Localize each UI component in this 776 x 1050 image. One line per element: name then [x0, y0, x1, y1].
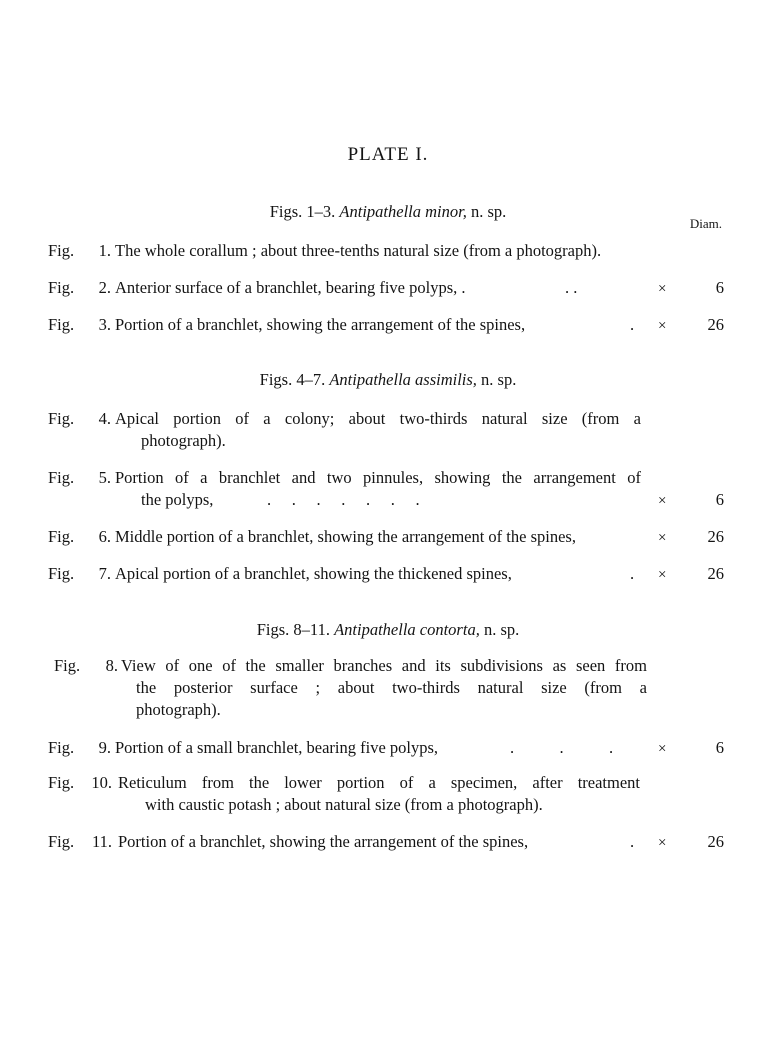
fig-caption [115, 737, 641, 759]
caption-line: photograph). [136, 700, 221, 719]
caption-text: Portion of a small branchlet, bearing five polyps, [115, 738, 439, 757]
fig-number: 7. [98, 564, 111, 583]
figs-range-label: Figs. 4–7. [259, 370, 326, 389]
group-heading-minor [0, 202, 776, 222]
magnification-value: 6 [715, 278, 724, 297]
magnification-value: 26 [707, 832, 724, 851]
fig-word: Fig. [48, 315, 75, 334]
times-sign: × [658, 530, 667, 546]
fig-caption [115, 240, 695, 262]
fig-word: Fig. [48, 564, 75, 583]
caption-text: Apical portion of a branchlet, showing the thickened spines, [115, 564, 512, 583]
fig-word: Fig. [48, 738, 75, 757]
fig-caption [115, 277, 641, 299]
caption-line [115, 277, 641, 299]
figs-range-label: Figs. 1–3. [269, 202, 336, 221]
species-name: Antipathella minor, [339, 202, 467, 221]
caption-line: View of one of the smaller branches and its subdivisions as seen from [121, 656, 647, 675]
fig-caption [115, 408, 641, 452]
fig-caption [115, 467, 641, 511]
leader-dots: . [630, 315, 635, 334]
fig-number: 8. [105, 656, 118, 675]
caption-text: Portion of a branchlet, showing the arrangement of the spines, [118, 832, 529, 851]
magnification-value: 26 [707, 564, 724, 583]
times-sign: × [658, 741, 667, 757]
caption-line: Apical portion of a colony; about two-thirds natural size (from a [115, 409, 641, 428]
fig-word: Fig. [48, 241, 75, 260]
caption-line [118, 831, 640, 853]
leader-dots: . [630, 832, 635, 851]
species-name: Antipathella contorta, [334, 620, 480, 639]
fig-number: 11. [91, 832, 112, 851]
caption-text: Portion of a branchlet, showing the arrangement of the spines, [115, 315, 526, 334]
caption-line [115, 563, 641, 585]
species-name: Antipathella assimilis, [329, 370, 477, 389]
magnification-value: 6 [715, 738, 724, 757]
times-sign: × [658, 493, 667, 509]
fig-word: Fig. [48, 468, 75, 487]
fig-word: Fig. [48, 409, 75, 428]
group-heading-contorta [0, 620, 776, 640]
leader-dots: . . . . . . . [267, 490, 420, 509]
fig-number: 4. [98, 409, 111, 428]
leader-dots: . . . [510, 738, 614, 757]
caption-line: photograph). [141, 431, 226, 450]
fig-number: 2. [98, 278, 111, 297]
caption-line: Reticulum from the lower portion of a specimen, after treatment [118, 773, 640, 792]
times-sign: × [658, 318, 667, 334]
magnification-value: 26 [707, 527, 724, 546]
fig-number: 5. [98, 468, 111, 487]
times-sign: × [658, 281, 667, 297]
fig-number: 10. [91, 773, 112, 792]
fig-caption [118, 772, 640, 816]
diam-column-label: Diam. [689, 216, 722, 231]
caption-line [115, 489, 641, 511]
caption-line: Portion of a branchlet and two pinnules, showing the arrangement of [115, 468, 641, 487]
times-sign: × [658, 835, 667, 851]
fig-caption [115, 314, 641, 336]
caption-line: Middle portion of a branchlet, showing the arrangement of the spines, [115, 527, 576, 546]
fig-number: 3. [98, 315, 111, 334]
magnification-value: 26 [707, 315, 724, 334]
caption-line [115, 737, 641, 759]
species-suffix: n. sp. [481, 370, 517, 389]
fig-word: Fig. [48, 773, 75, 792]
fig-word: Fig. [54, 656, 81, 675]
fig-word: Fig. [48, 278, 75, 297]
caption-text: Anterior surface of a branchlet, bearing five polyps, . [115, 278, 466, 297]
times-sign: × [658, 567, 667, 583]
fig-word: Fig. [48, 832, 75, 851]
leader-dots: . . [565, 278, 578, 297]
caption-line: the posterior surface ; about two-thirds natural size (from a [136, 678, 647, 697]
fig-caption [118, 831, 640, 853]
species-suffix: n. sp. [483, 620, 520, 639]
plate-title: PLATE I. [347, 144, 429, 165]
fig-word: Fig. [48, 527, 75, 546]
fig-number: 6. [98, 527, 111, 546]
magnification-value: 6 [715, 490, 724, 509]
caption-text: the polyps, [141, 490, 214, 509]
figs-range-label: Figs. 8–11. [256, 620, 330, 639]
caption-line: The whole corallum ; about three-tenths natural size (from a photograph). [115, 241, 602, 260]
fig-caption [121, 655, 647, 721]
leader-dots: . [630, 564, 635, 583]
fig-caption [115, 563, 641, 585]
caption-line [115, 314, 641, 336]
fig-number: 9. [98, 738, 111, 757]
caption-line: with caustic potash ; about natural size (from a photograph). [145, 795, 543, 814]
species-suffix: n. sp. [470, 202, 507, 221]
fig-number: 1. [98, 241, 111, 260]
fig-caption [115, 526, 641, 548]
group-heading-assimilis [0, 370, 776, 390]
